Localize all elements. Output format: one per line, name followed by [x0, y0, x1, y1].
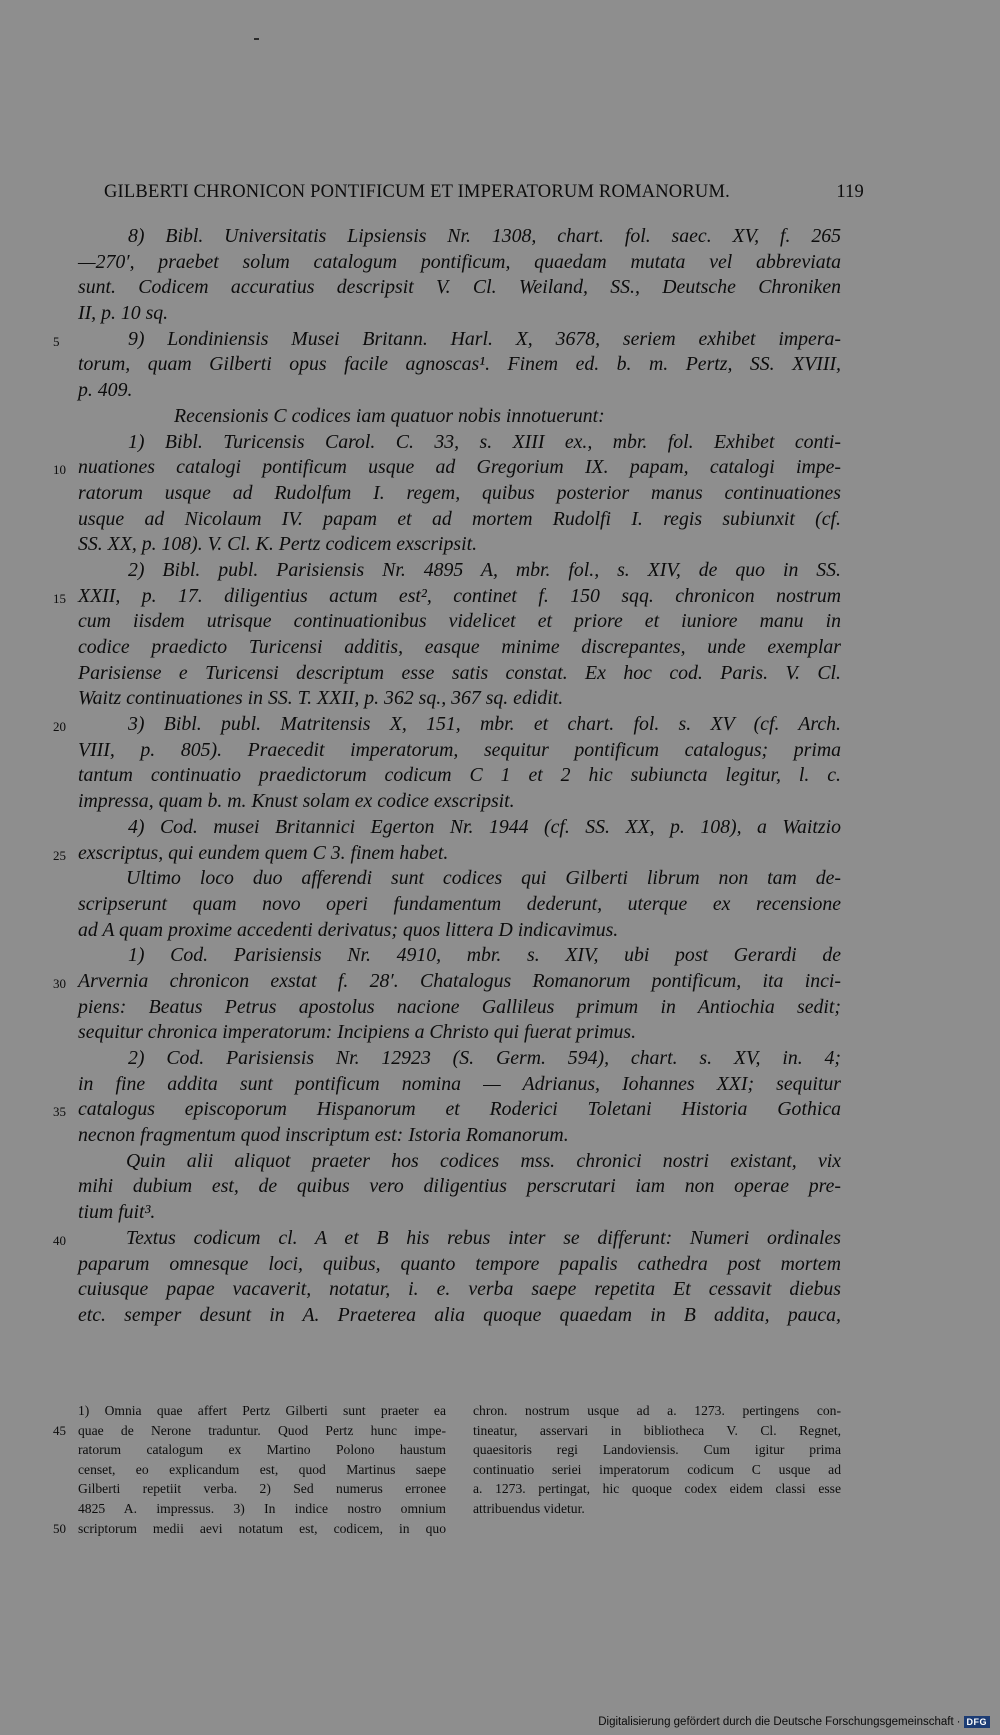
footnote-text: scriptorum medii aevi notatum est, codicem, in quo — [78, 1520, 446, 1536]
text-line — [78, 558, 841, 584]
footnote-line — [473, 1421, 841, 1441]
footnote-text: continuatio seriei imperatorum codicum C usque ad — [473, 1461, 841, 1477]
line-text: Waitz continuationes in SS. T. XXII, p. 362 sq., 367 sq. edidit. — [78, 687, 564, 710]
line-text: necnon fragmentum quod inscriptum est: Istoria Romanorum. — [78, 1124, 569, 1147]
text-line — [78, 430, 841, 456]
text-line — [78, 661, 841, 687]
line-text: p. 409. — [78, 379, 133, 402]
line-text: Ultimo loco duo afferendi sunt codices qui Gilberti librum non tam de- — [126, 867, 841, 890]
line-text: 4) Cod. musei Britannici Egerton Nr. 1944 (cf. SS. XX, p. 108), a Waitzio — [128, 815, 841, 838]
footnote-line — [78, 1440, 446, 1460]
line-text: —270′, praebet solum catalogum pontificum, quaedam mutata vel abbreviata — [78, 250, 841, 273]
line-text: 1) Bibl. Turicensis Carol. C. 33, s. XIII ex., mbr. fol. Exhibet conti- — [128, 430, 841, 453]
line-text: cum iisdem utrisque continuationibus videlicet et priore et iuniore manu in — [78, 610, 841, 633]
line-text: paparum omnesque loci, quibus, quanto tempore papalis cathedra post mortem — [78, 1252, 841, 1275]
footnote-line — [473, 1479, 841, 1499]
footnote-line — [473, 1499, 841, 1519]
text-line — [78, 1020, 841, 1046]
text-line — [78, 1252, 841, 1278]
text-line — [78, 1149, 841, 1175]
line-text: 3) Bibl. publ. Matritensis X, 151, mbr. et chart. fol. s. XV (cf. Arch. — [128, 713, 841, 736]
text-line — [78, 738, 841, 764]
footer-credit: Digitalisierung gefördert durch die Deutsche Forschungsgemeinschaft — [598, 1716, 954, 1728]
line-text: catalogus episcoporum Hispanorum et Roderici Toletani Historia Gothica — [78, 1098, 841, 1121]
line-text: 2) Bibl. publ. Parisiensis Nr. 4895 A, mbr. fol., s. XIV, de quo in SS. — [128, 558, 841, 581]
footnote-text: quae de Nerone traduntur. Quod Pertz hunc impe- — [78, 1422, 446, 1438]
text-line — [78, 1277, 841, 1303]
footnote-line — [473, 1401, 841, 1421]
footnote-text: a. 1273. pertingat, hic quoque codex eidem classi esse — [473, 1481, 841, 1497]
footnotes-left-column — [53, 1401, 446, 1538]
line-text: tium fuit³. — [78, 1201, 156, 1224]
footnote-text: Gilberti repetiit verba. 2) Sed numerus erronee — [78, 1481, 446, 1497]
text-line — [78, 995, 841, 1021]
line-text: cuiusque papae vacaverit, notatur, i. e. verba saepe repetita Et cessavit diebus — [78, 1278, 841, 1301]
text-line — [78, 763, 841, 789]
line-number: 50 — [53, 1520, 66, 1536]
line-text: scripserunt quam novo operi fundamentum dederunt, uterque ex recensione — [78, 892, 841, 915]
line-text: piens: Beatus Petrus apostolus nacione Gallileus primum in Antiochia sedit; — [78, 995, 841, 1018]
text-line — [53, 712, 841, 738]
footnotes-right-column — [473, 1401, 841, 1519]
page-number: 119 — [836, 182, 864, 202]
text-line — [78, 918, 841, 944]
line-text: SS. XX, p. 108). V. Cl. K. Pertz codicem exscripsit. — [78, 533, 478, 556]
line-text: nuationes catalogi pontificum usque ad Gregorium IX. papam, catalogi impe- — [78, 456, 841, 479]
line-text: torum, quam Gilberti opus facile agnoscas¹. Finem ed. b. m. Pertz, SS. XVIII, — [78, 353, 841, 376]
line-number: 30 — [53, 975, 66, 991]
text-line — [53, 1097, 841, 1123]
text-line — [53, 455, 841, 481]
footnote-text: censet, eo explicandum est, quod Martinus saepe — [78, 1461, 446, 1477]
text-line — [78, 1200, 841, 1226]
text-line — [78, 815, 841, 841]
line-number: 5 — [53, 333, 60, 349]
text-line — [78, 1303, 841, 1329]
text-line — [78, 275, 841, 301]
footnote-line — [53, 1421, 446, 1441]
line-number: 20 — [53, 719, 66, 735]
text-line — [78, 892, 841, 918]
line-text: in fine addita sunt pontificum nomina — Adrianus, Iohannes XXI; sequitur — [78, 1072, 841, 1095]
line-text: tantum continuatio praedictorum codicum C 1 et 2 hic subiuncta legitur, l. c. — [78, 764, 841, 787]
footnote-line — [473, 1460, 841, 1480]
main-text — [53, 224, 841, 1329]
text-line — [78, 609, 841, 635]
text-line — [78, 507, 841, 533]
text-line — [78, 866, 841, 892]
line-text: Parisiense e Turicensi descriptum esse satis constat. Ex hoc cod. Paris. V. Cl. — [78, 661, 841, 684]
text-line — [78, 1174, 841, 1200]
dfg-logo: DFG — [964, 1716, 991, 1728]
line-text: ratorum usque ad Rudolfum I. regem, quibus posterior manus continuationes — [78, 481, 841, 504]
line-number: 15 — [53, 590, 66, 606]
text-line — [78, 481, 841, 507]
running-title: GILBERTI CHRONICON PONTIFICUM ET IMPERATORUM ROMANORUM. — [104, 182, 730, 202]
line-text: VIII, p. 805). Praecedit imperatorum, sequitur pontificum catalogus; prima — [78, 738, 841, 761]
line-number: 10 — [53, 462, 66, 478]
text-line — [53, 969, 841, 995]
text-line — [78, 532, 841, 558]
line-text: sequitur chronica imperatorum: Incipiens a Christo qui fuerat primus. — [78, 1021, 637, 1044]
text-line — [53, 841, 841, 867]
line-text: 9) Londiniensis Musei Britann. Harl. X, 3678, seriem exhibet impera- — [128, 327, 841, 350]
line-number: 45 — [53, 1422, 66, 1438]
text-line — [78, 789, 841, 815]
footnote-line — [78, 1479, 446, 1499]
text-line — [53, 327, 841, 353]
line-text: sunt. Codicem accuratius descripsit V. Cl. Weiland, SS., Deutsche Chroniken — [78, 276, 841, 299]
text-line — [78, 250, 841, 276]
line-text: Quin alii aliquot praeter hos codices mss. chronici nostri existant, vix — [126, 1149, 841, 1172]
footnote-text: tineatur, asservari in bibliotheca V. Cl. Regnet, — [473, 1422, 841, 1438]
footnote-text: 1) Omnia quae affert Pertz Gilberti sunt praeter ea — [78, 1403, 446, 1418]
line-text: usque ad Nicolaum IV. papam et ad mortem Rudolfi I. regis subiunxit (cf. — [78, 507, 841, 530]
text-line — [78, 224, 841, 250]
text-line — [78, 404, 841, 430]
footnote-text: attribuendus videtur. — [473, 1500, 585, 1516]
text-line — [78, 686, 841, 712]
line-number: 35 — [53, 1104, 66, 1120]
line-text: 8) Bibl. Universitatis Lipsiensis Nr. 1308, chart. fol. saec. XV, f. 265 — [128, 225, 841, 247]
line-text: Textus codicum cl. A et B his rebus inter se differunt: Numeri ordinales — [126, 1226, 841, 1249]
line-text: Recensionis C codices iam quatuor nobis innotuerunt: — [174, 404, 605, 427]
footnote-text: quaesitoris regi Landoviensis. Cum igitur prima — [473, 1442, 841, 1458]
footnote-line — [78, 1460, 446, 1480]
footnote-line — [473, 1440, 841, 1460]
text-line — [78, 943, 841, 969]
line-number: 40 — [53, 1232, 66, 1248]
line-text: Arvernia chronicon exstat f. 28′. Chatalogus Romanorum pontificum, ita inci- — [78, 969, 841, 992]
line-text: 2) Cod. Parisiensis Nr. 12923 (S. Germ. 594), chart. s. XV, in. 4; — [128, 1047, 841, 1069]
text-line — [78, 352, 841, 378]
text-line — [78, 635, 841, 661]
line-text: codice praedicto Turicensi additis, easque minime discrepantes, unde exemplar — [78, 636, 841, 658]
footer: Digitalisierung gefördert durch die Deutsche Forschungsgemeinschaft · DFG — [598, 1716, 990, 1728]
footnote-text: chron. nostrum usque ad a. 1273. pertingens con- — [473, 1403, 841, 1418]
footnote-line — [53, 1519, 446, 1539]
text-line — [53, 584, 841, 610]
line-text: XXII, p. 17. diligentius actum est², continet f. 150 sqq. chronicon nostrum — [78, 584, 841, 607]
line-text: etc. semper desunt in A. Praeterea alia quoque quaedam in B addita, pauca, — [78, 1303, 841, 1326]
line-text: mihi dubium est, de quibus vero diligentius perscrutari iam non operae pre- — [78, 1175, 841, 1198]
footnote-text: 4825 A. impressus. 3) In indice nostro omnium — [78, 1500, 446, 1516]
text-line — [78, 1072, 841, 1098]
text-line — [78, 1123, 841, 1149]
footnote-text: ratorum catalogum ex Martino Polono haustum — [78, 1442, 446, 1458]
line-number: 25 — [53, 847, 66, 863]
line-text: exscriptus, qui eundem quem C 3. finem habet. — [78, 841, 449, 864]
footnote-line — [78, 1499, 446, 1519]
text-line — [78, 378, 841, 404]
line-text: 1) Cod. Parisiensis Nr. 4910, mbr. s. XIV, ubi post Gerardi de — [128, 944, 841, 967]
footnote-line — [78, 1401, 446, 1421]
line-text: II, p. 10 sq. — [78, 302, 169, 325]
text-line — [53, 1226, 841, 1252]
line-text: impressa, quam b. m. Knust solam ex codice exscripsit. — [78, 790, 515, 813]
line-text: ad A quam proxime accedenti derivatus; quos littera D indicavimus. — [78, 918, 619, 941]
text-line — [78, 301, 841, 327]
scan-mark — [254, 38, 259, 40]
text-line — [78, 1046, 841, 1072]
